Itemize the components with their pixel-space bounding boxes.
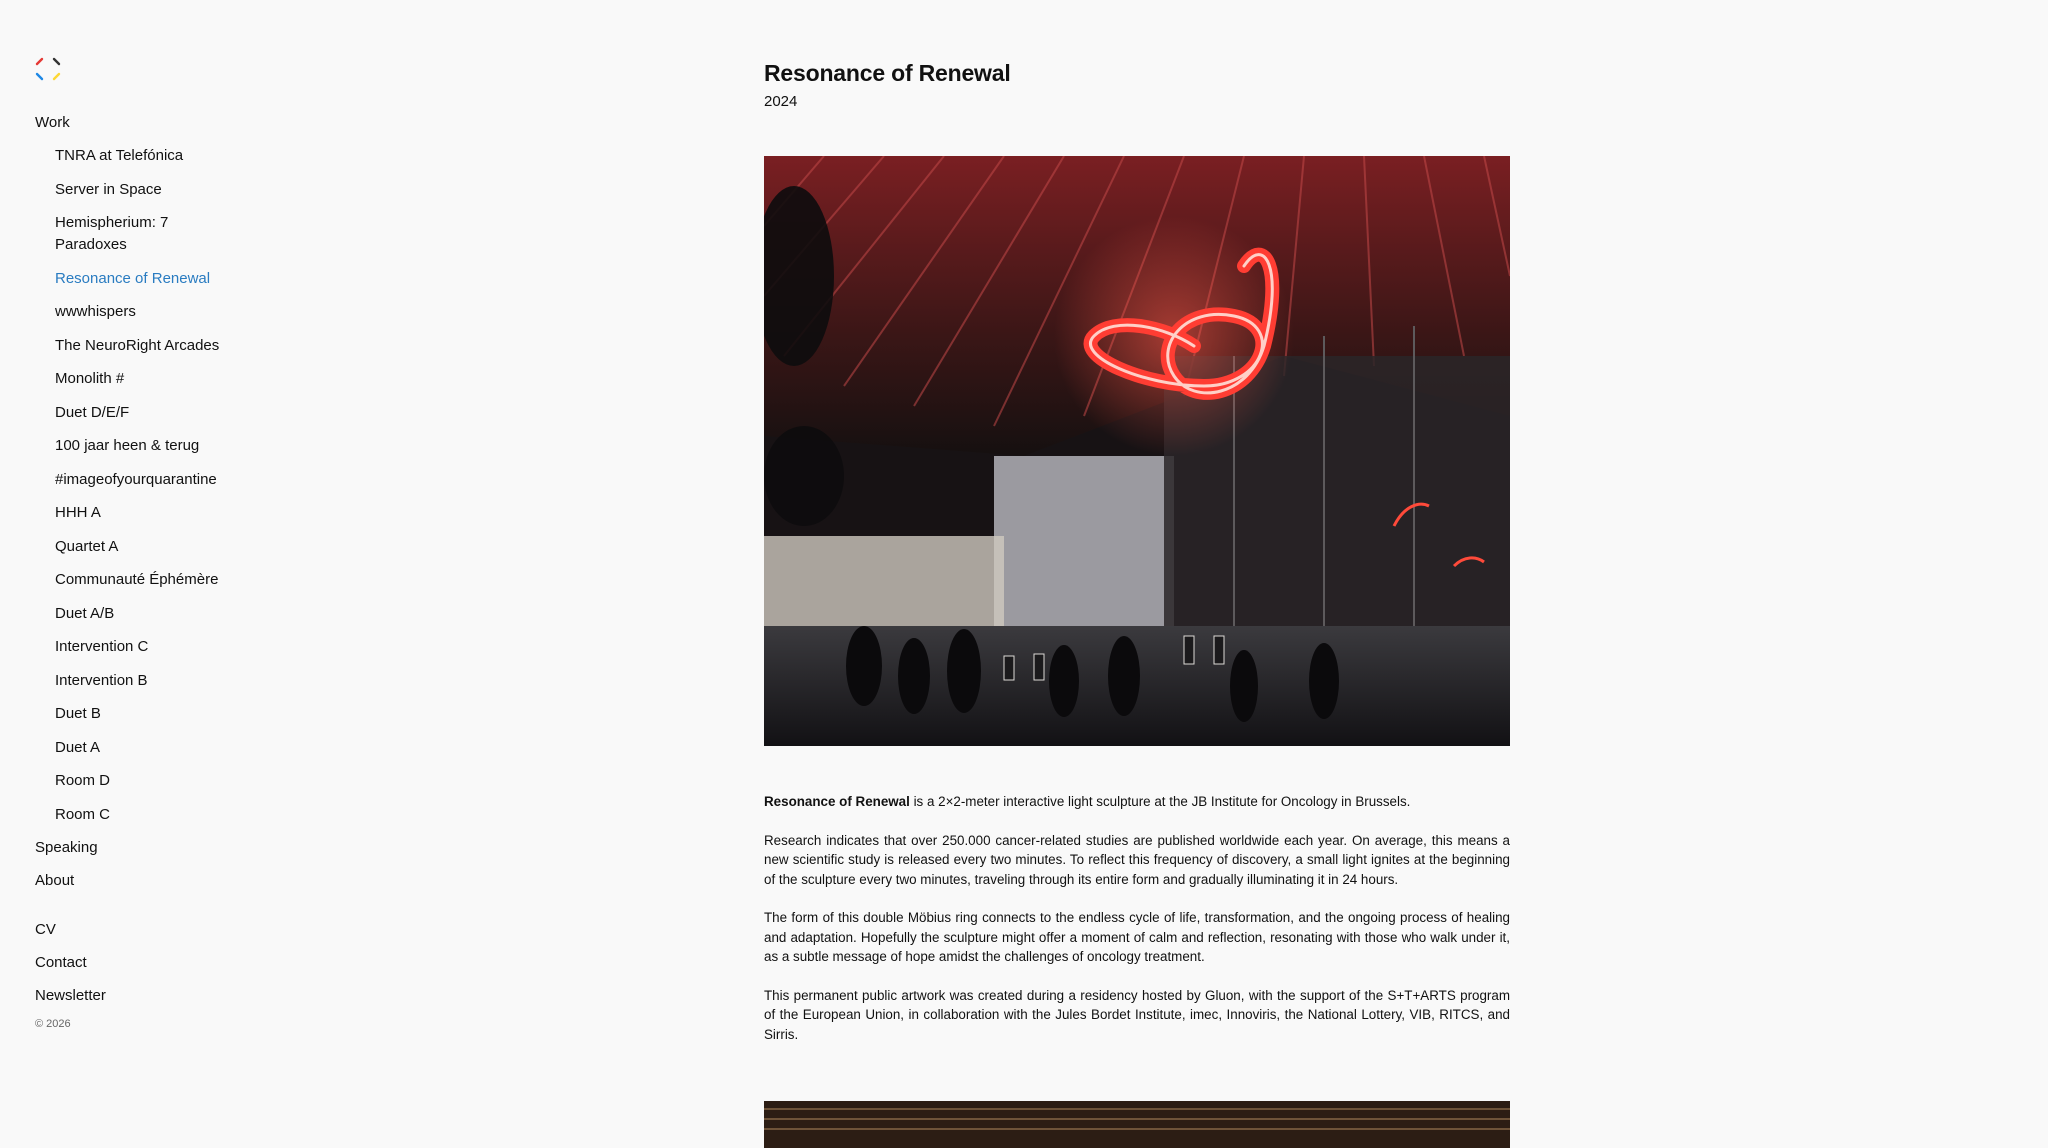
- work-list-item: [55, 368, 225, 390]
- nav-work-item[interactable]: Hemispherium: 7 Paradoxes: [55, 214, 169, 253]
- project-year: 2024: [764, 93, 798, 110]
- work-list-item: [55, 569, 225, 591]
- work-list-item: [55, 268, 225, 290]
- nav-work-item[interactable]: Duet A/B: [55, 604, 115, 622]
- nav-gap: [35, 903, 295, 919]
- work-list-item: [55, 703, 225, 725]
- work-list-item: [55, 636, 225, 658]
- paragraph-research: Research indicates that over 250.000 cancer-related studies are published worldwide each year. On average, this means a new scientific study is released every two minutes. To reflect this frequency of discovery, a small light ignites at the beginning of the sculpture every two minutes, traveling through its entire form and gradually illuminating it in 24 hours.: [764, 832, 1510, 887]
- project-description: [764, 792, 1510, 1044]
- nav-work-item[interactable]: #imageofyourquarantine: [55, 470, 217, 488]
- intro-paragraph: [764, 792, 1510, 812]
- nav-work-item[interactable]: HHH A: [55, 504, 101, 521]
- nav-newsletter[interactable]: Newsletter: [35, 987, 106, 1004]
- nav-work-item[interactable]: Intervention B: [55, 671, 148, 689]
- intro-bold: Resonance of Renewal: [764, 794, 910, 809]
- page-title: Resonance of Renewal: [764, 60, 1011, 86]
- nav-work-item[interactable]: Communauté Éphémère: [55, 571, 219, 588]
- intro-rest: is a 2×2-meter interactive light sculpture at the JB Institute for Oncology in Brussels.: [909, 794, 1411, 809]
- work-list-item: [55, 335, 225, 357]
- nav-work-item[interactable]: TNRA at Telefónica: [55, 147, 184, 164]
- nav-contact[interactable]: Contact: [35, 954, 87, 971]
- work-list-item: [55, 603, 225, 625]
- work-list-item: [55, 737, 225, 759]
- nav-work-item[interactable]: Intervention C: [55, 638, 149, 655]
- paragraph-credits: This permanent public artwork was created during a residency hosted by Gluon, with the support of the S+T+ARTS program of the European Union, in collaboration with the Jules Bordet Institute, imec, Innoviris, the National Lottery, VIB, RITCS, and Sirris.: [764, 987, 1510, 1042]
- nav-about[interactable]: About: [35, 872, 75, 889]
- work-list-item: [55, 435, 225, 457]
- nav-work-item[interactable]: Server in Space: [55, 180, 162, 198]
- work-list-item: [55, 402, 225, 424]
- work-list: [35, 145, 295, 826]
- nav-work-item[interactable]: Monolith #: [55, 370, 125, 387]
- nav-work-item[interactable]: The NeuroRight Arcades: [55, 336, 220, 354]
- sidebar: [35, 56, 295, 1030]
- main-content: [764, 58, 1510, 1063]
- nav-work-item[interactable]: Resonance of Renewal: [55, 269, 211, 287]
- nav-work-item[interactable]: Room D: [55, 772, 111, 789]
- work-list-item: [55, 301, 225, 323]
- nav-work[interactable]: Work: [35, 114, 70, 131]
- work-list-item: [55, 770, 225, 792]
- nav-work-item[interactable]: Duet A: [55, 738, 101, 756]
- nav-work-item[interactable]: Duet B: [55, 705, 101, 722]
- paragraph-form: The form of this double Möbius ring connects to the endless cycle of life, transformation, and the ongoing process of healing and adaptation. Hopefully the sculpture might offer a moment of calm and reflection, resonating with those who walk under it, as a subtle message of hope amidst the challenges of oncology treatment.: [764, 910, 1510, 964]
- work-list-item: [55, 469, 225, 491]
- work-list-item: [55, 212, 225, 256]
- work-list-item: [55, 502, 225, 524]
- work-list-item: [55, 145, 225, 167]
- nav-work-item[interactable]: Room C: [55, 805, 111, 823]
- nav-work-item[interactable]: wwwhispers: [55, 303, 136, 320]
- nav-work-item[interactable]: 100 jaar heen & terug: [55, 437, 200, 454]
- nav-work-item[interactable]: Duet D/E/F: [55, 403, 130, 421]
- nav-cv[interactable]: CV: [35, 921, 56, 938]
- work-list-item: [55, 804, 225, 826]
- work-list-item: [55, 670, 225, 692]
- nav-work-item[interactable]: Quartet A: [55, 537, 119, 555]
- work-list-item: [55, 179, 225, 201]
- nav-speaking[interactable]: Speaking: [35, 839, 98, 856]
- work-list-item: [55, 536, 225, 558]
- copyright: © 2026: [35, 1018, 71, 1030]
- second-image: [764, 1101, 1510, 1148]
- four-color-bracket-logo-icon[interactable]: [35, 56, 61, 82]
- hero-image-light-sculpture: [764, 156, 1510, 746]
